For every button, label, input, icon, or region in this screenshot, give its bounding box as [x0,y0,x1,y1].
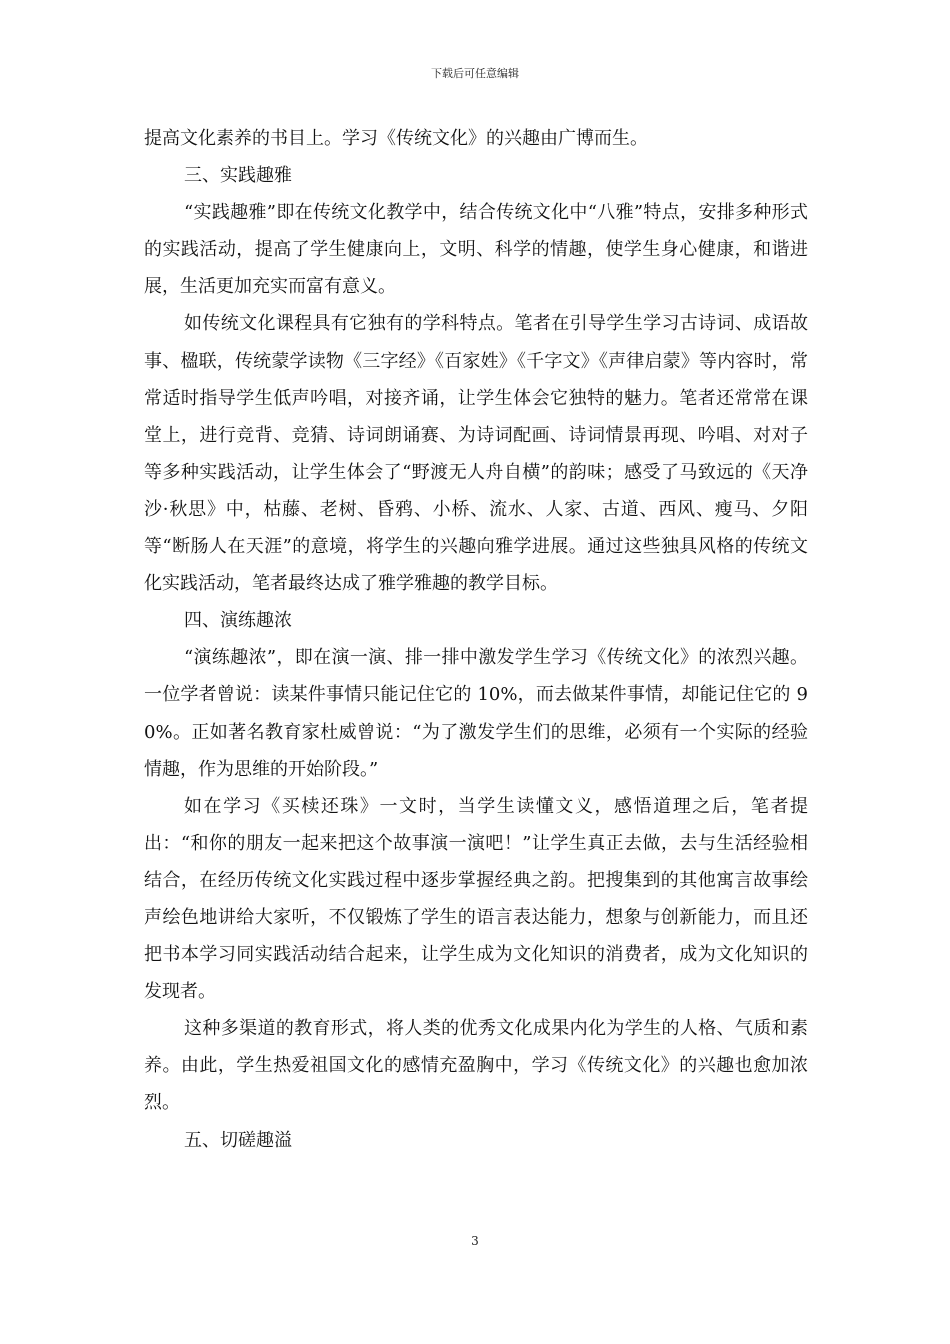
page-body [144,120,808,1159]
paragraph-6: 这种多渠道的教育形式，将人类的优秀文化成果内化为学生的人格、气质和素养。由此，学生热爱祖国文化的感情充盈胸中，学习《传统文化》的兴趣也愈加浓烈。 [144,1018,808,1114]
paragraph-2: “实践趣雅”即在传统文化教学中，结合传统文化中“八雅”特点，安排多种形式的实践活动，提高了学生健康向上，文明、科学的情趣，使学生身心健康，和谐进展，生活更加充实而富有意义。 [144,202,808,298]
section-heading-5: 五、切磋趣溢 [184,1129,292,1151]
page-number: 3 [471,1234,479,1248]
paragraph-1: 提高文化素养的书目上。学习《传统文化》的兴趣由广博而生。 [144,128,648,149]
paragraph-4: “演练趣浓”，即在演一演、排一排中激发学生学习《传统文化》的浓烈兴趣。一位学者曾说：读某件事情只能记住它的 10%，而去做某件事情，却能记住它的 90%。正如著名教育家杜威曾说：“为了激发学生们的思维，必须有一个实际的经验情趣，作为思维的开始阶段。” [144,647,808,780]
paragraph-3: 如传统文化课程具有它独有的学科特点。笔者在引导学生学习古诗词、成语故事、楹联，传统蒙学读物《三字经》《百家姓》《千字文》《声律启蒙》等内容时，常常适时指导学生低声吟唱，对接齐诵，让学生体会它独特的魅力。笔者还常常在课堂上，进行竞背、竞猜、诗词朗诵赛、为诗词配画、诗词情景再现、吟唱、对对子等多种实践活动，让学生体会了“野渡无人舟自横”的韵味；感受了马致远的《天净沙·秋思》中，枯藤、老树、昏鸦、小桥、流水、人家、古道、西风、瘦马、夕阳等“断肠人在天涯”的意境，将学生的兴趣向雅学进展。通过这些独具风格的传统文化实践活动，笔者最终达成了雅学雅趣的教学目标。 [144,313,808,595]
page-header: 下载后可任意编辑 [431,67,519,80]
section-heading-3: 三、实践趣雅 [184,165,292,187]
paragraph-5: 如在学习《买椟还珠》一文时，当学生读懂文义，感悟道理之后，笔者提出：“和你的朋友一起来把这个故事演一演吧！”让学生真正去做，去与生活经验相结合，在经历传统文化实践过程中逐步掌握经典之韵。把搜集到的其他寓言故事绘声绘色地讲给大家听，不仅锻炼了学生的语言表达能力，想象与创新能力，而且还把书本学习同实践活动结合起来，让学生成为文化知识的消费者，成为文化知识的发现者。 [144,795,808,1003]
section-heading-4: 四、演练趣浓 [184,610,292,632]
